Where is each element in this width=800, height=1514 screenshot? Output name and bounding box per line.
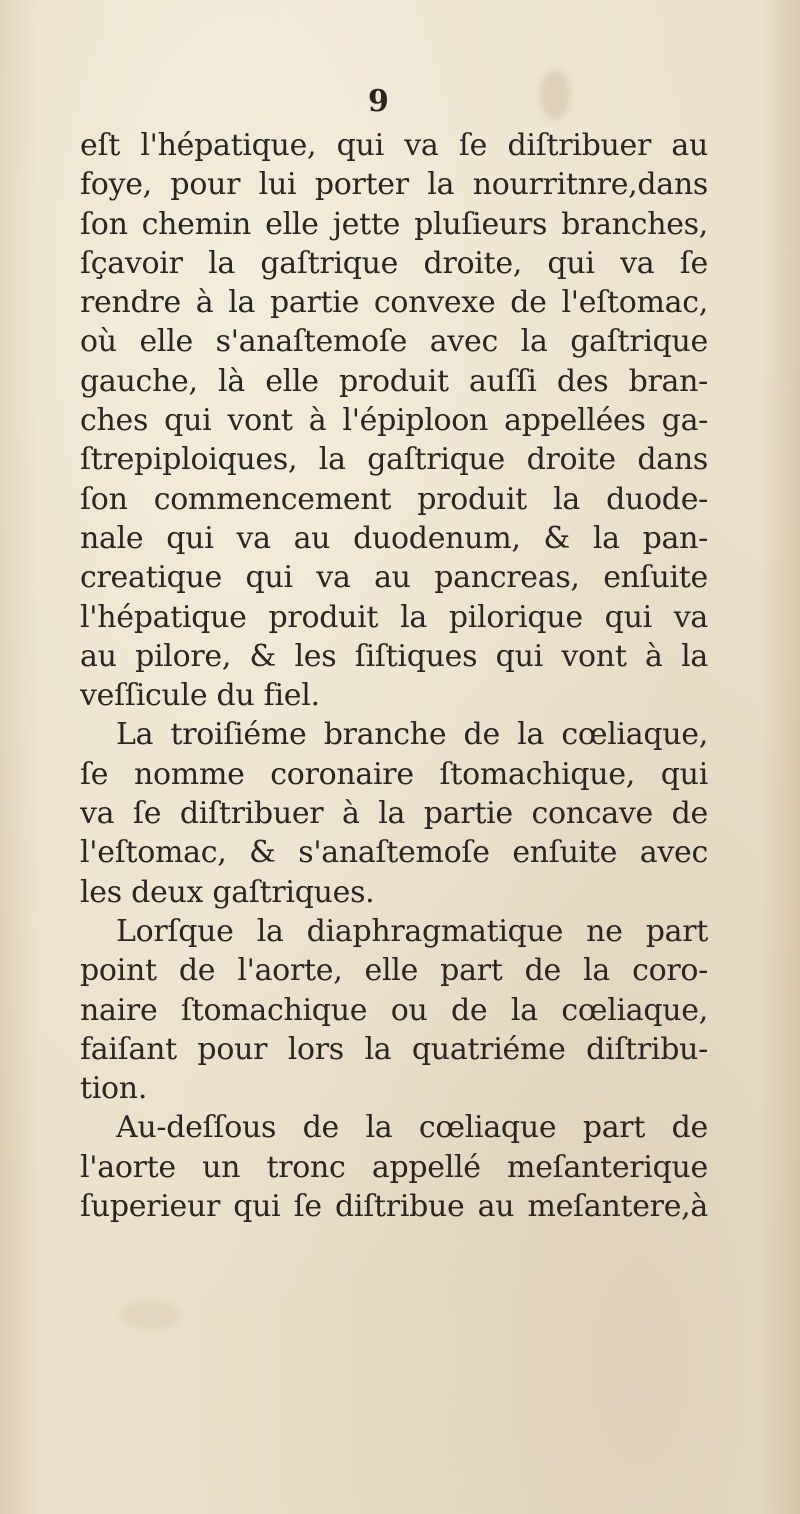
text-line: l'eſtomac, & s'anaſtemoſe enſuite avec: [80, 835, 708, 871]
stain-mark: [120, 1300, 180, 1330]
paragraph-start-line: La troiſiéme branche de la cœliaque,: [116, 717, 708, 753]
paragraph-start-line: Au-deſſous de la cœliaque part de: [116, 1110, 708, 1146]
text-line: eſt l'hépatique, qui va ſe diſtribuer au: [80, 128, 708, 163]
text-line: l'hépatique produit la pilorique qui va: [80, 599, 708, 635]
text-line: veſſicule du fiel.: [80, 678, 320, 714]
text-line: naire ſtomachique ou de la cœliaque,: [80, 992, 708, 1028]
text-line: où elle s'anaſtemoſe avec la gaſtrique: [80, 324, 708, 360]
text-line: rendre à la partie convexe de l'eſtomac,: [80, 285, 708, 321]
text-line: ſuperieur qui ſe diſtribue au meſantere,à: [80, 1189, 708, 1225]
text-line: ſtrepiploiques, la gaſtrique droite dans: [80, 442, 708, 478]
text-line: creatique qui va au pancreas, enſuite: [80, 560, 708, 596]
body-text: [80, 126, 708, 1226]
text-line: au pilore, & les ſiſtiques qui vont à la: [80, 638, 708, 674]
text-line: tion.: [80, 1071, 148, 1107]
page-number: 9: [368, 84, 389, 119]
stain-mark: [540, 70, 570, 120]
text-line: gauche, là elle produit auſſi des bran-: [80, 363, 708, 399]
text-line: ches qui vont à l'épiploon appellées ga-: [80, 403, 708, 439]
text-line: ſçavoir la gaſtrique droite, qui va ſe: [80, 245, 708, 281]
text-line: va ſe diſtribuer à la partie concave de: [80, 796, 708, 832]
text-line: point de l'aorte, elle part de la coro-: [80, 953, 708, 989]
text-line: nale qui va au duodenum, & la pan-: [80, 520, 708, 556]
text-line: l'aorte un tronc appellé meſanterique: [80, 1149, 708, 1185]
paragraph-start-line: Lorſque la diaphragmatique ne part: [116, 913, 708, 949]
text-line: foye, pour lui porter la nourritnre,dans: [80, 167, 708, 203]
text-line: ſon commencement produit la duode-: [80, 481, 708, 517]
text-line: les deux gaſtriques.: [80, 874, 375, 910]
text-line: faiſant pour lors la quatriéme diſtribu-: [80, 1031, 708, 1067]
text-line: ſon chemin elle jette pluſieurs branches,: [80, 206, 708, 242]
text-line: ſe nomme coronaire ſtomachique, qui: [80, 756, 708, 792]
